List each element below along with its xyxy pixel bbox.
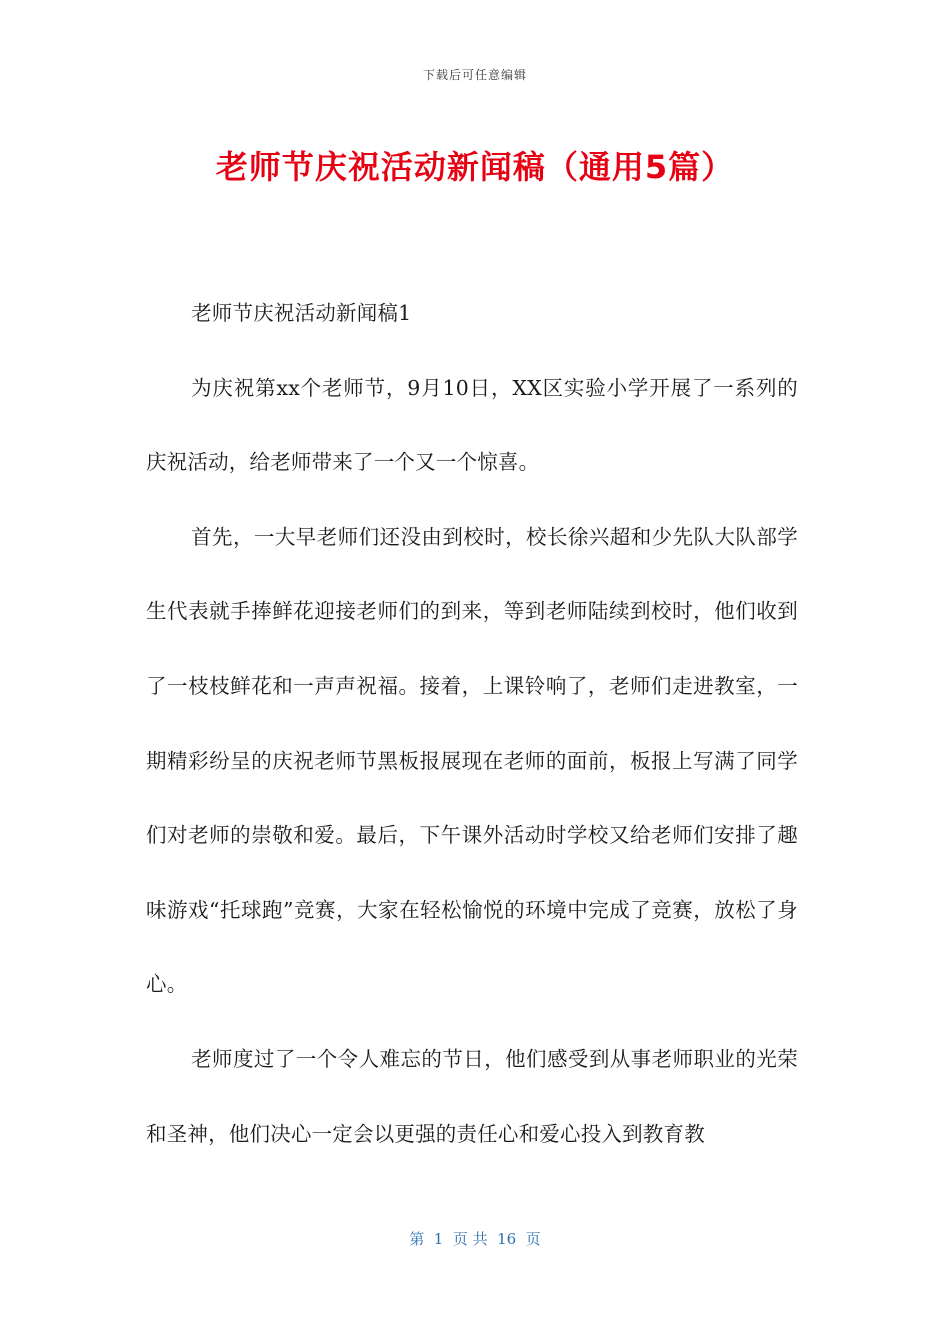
document-title: 老师节庆祝活动新闻稿（通用5篇） bbox=[215, 148, 735, 186]
section-heading: 老师节庆祝活动新闻稿1 bbox=[191, 301, 412, 325]
page-footer: 第 1 页 共 16 页 bbox=[409, 1230, 541, 1248]
paragraph: 为庆祝第xx个老师节，9月10日，XX区实验小学开展了一系列的庆祝活动，给老师带来了一个又一个惊喜。 bbox=[146, 375, 798, 475]
paragraph: 老师度过了一个令人难忘的节日，他们感受到从事老师职业的光荣和圣神，他们决心一定会以更强的责任心和爱心投入到教育教 bbox=[146, 1046, 798, 1146]
header-note: 下载后可任意编辑 bbox=[422, 68, 527, 82]
paragraph: 首先，一大早老师们还没由到校时，校长徐兴超和少先队大队部学生代表就手捧鲜花迎接老师们的到来，等到老师陆续到校时，他们收到了一枝枝鲜花和一声声祝福。接着，上课铃响了，老师们走进教室，一期精彩纷呈的庆祝老师节黑板报展现在老师的面前，板报上写满了同学们对老师的崇敬和爱。最后，下午课外活动时学校又给老师们安排了趣味游戏“托球跑”竞赛，大家在轻松愉悦的环境中完成了竞赛，放松了身心。 bbox=[146, 524, 798, 997]
document-body bbox=[146, 276, 798, 1171]
